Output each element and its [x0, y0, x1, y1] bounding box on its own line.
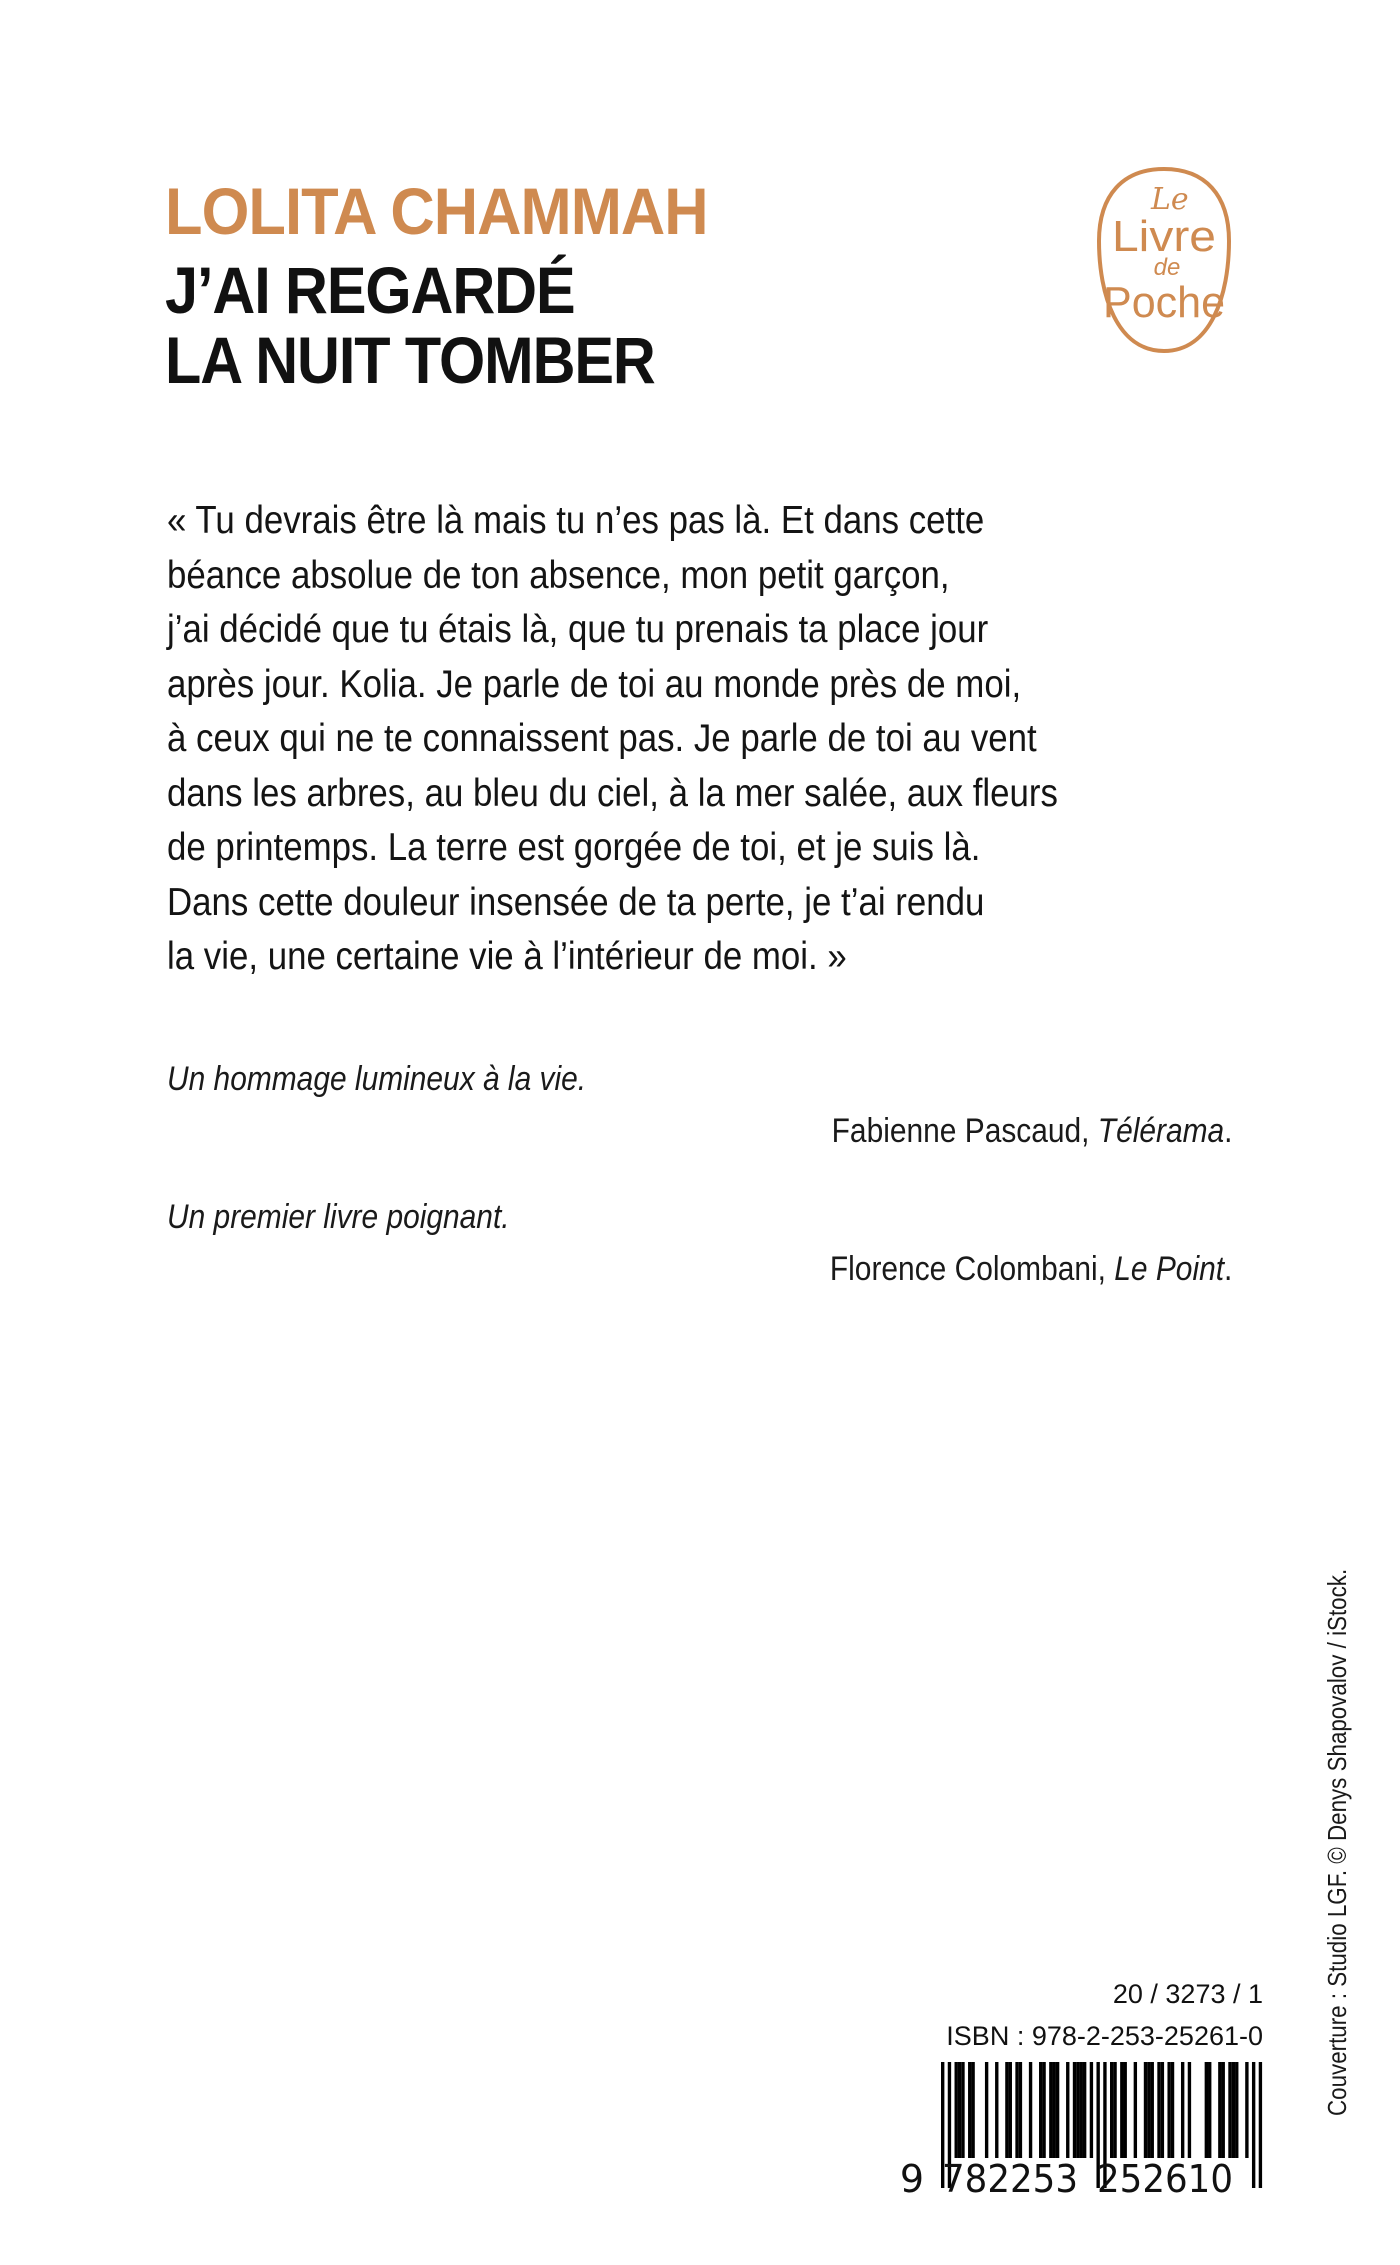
logo-oval-icon — [1093, 165, 1235, 355]
publication-name: Le Point — [1113, 1250, 1224, 1288]
review-quote: Un hommage lumineux à la vie. — [167, 1060, 587, 1098]
logo-de: de — [1153, 254, 1181, 281]
excerpt-line: de printemps. La terre est gorgée de toi, et je suis là. — [167, 826, 981, 869]
review-attribution — [831, 1112, 1232, 1151]
catalog-code: 20 / 3273 / 1 — [1112, 1979, 1263, 2009]
critic-name: Fabienne Pascaud, — [831, 1112, 1098, 1150]
excerpt-line: béance absolue de ton absence, mon petit garçon, — [167, 553, 950, 597]
review-attribution — [830, 1250, 1232, 1289]
author-name: LOLITA CHAMMAH — [165, 174, 708, 248]
publication-name: Télérama — [1097, 1112, 1224, 1150]
critic-name: Florence Colombani, — [829, 1250, 1114, 1288]
excerpt-line: j’ai décidé que tu étais là, que tu prenais ta place jour — [167, 608, 989, 651]
barcode-first-digit: 9 — [900, 2157, 925, 2200]
book-title-line-2: LA NUIT TOMBER — [165, 323, 655, 397]
logo-livre: Livre — [1112, 212, 1216, 261]
book-excerpt — [167, 494, 1181, 985]
punctuation: . — [1223, 1112, 1232, 1150]
excerpt-line: « Tu devrais être là mais tu n’es pas là. Et dans cette — [167, 499, 985, 542]
isbn: ISBN : 978-2-253-25261-0 — [946, 2021, 1263, 2051]
logo-poche: Poche — [1103, 278, 1225, 327]
barcode-right-digits: 252610 — [1097, 2157, 1233, 2200]
le-livre-de-poche-logo — [1093, 165, 1235, 355]
book-title-line-1: J’AI REGARDÉ — [165, 253, 575, 327]
excerpt-line: la vie, une certaine vie à l’intérieur de moi. » — [167, 935, 847, 978]
excerpt-line: Dans cette douleur insensée de ta perte, je t’ai rendu — [167, 880, 985, 924]
excerpt-line: dans les arbres, au bleu du ciel, à la mer salée, aux fleurs — [167, 771, 1058, 815]
excerpt-line: après jour. Kolia. Je parle de toi au monde près de moi, — [167, 662, 1022, 706]
review-quote: Un premier livre poignant. — [167, 1198, 510, 1236]
excerpt-line: à ceux qui ne te connaissent pas. Je parle de toi au vent — [167, 717, 1037, 760]
cover-credit: Couverture : Studio LGF. © Denys Shapovalov / iStock. — [1322, 1568, 1352, 2116]
barcode-left-digits: 782253 — [942, 2157, 1078, 2200]
punctuation: . — [1223, 1250, 1232, 1288]
ean13-barcode-icon — [900, 2060, 1270, 2200]
logo-le: Le — [1151, 182, 1189, 217]
